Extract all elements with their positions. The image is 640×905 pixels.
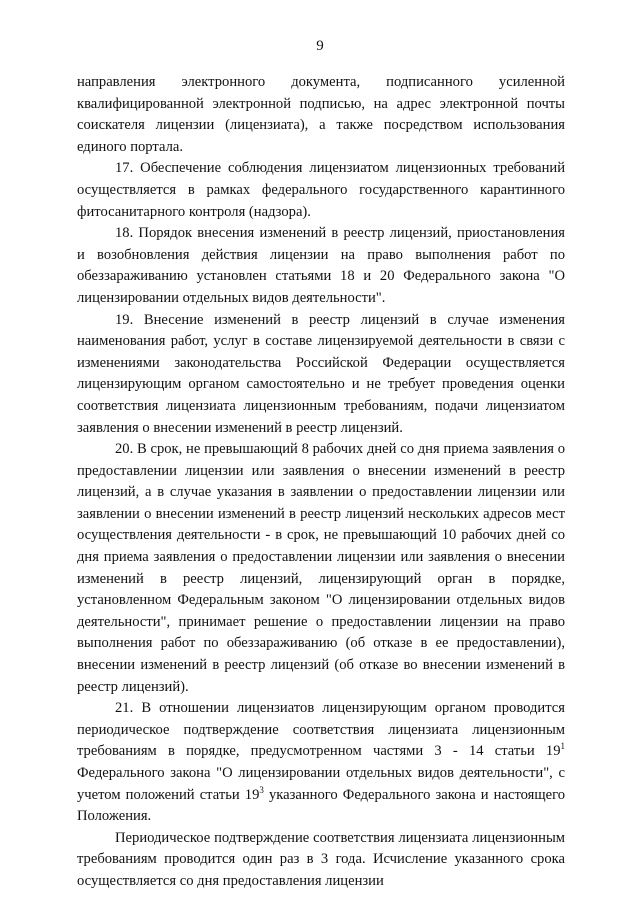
paragraph-18: 18. Порядок внесения изменений в реестр лицензий, приостановления и возобновления действия лицензии на право выполнения работ по обеззараживанию установлен статьями 18 и 20 Федерального закона "О лицензировании отдельных видов деятельности". — [77, 225, 565, 306]
page-number: 9 — [316, 38, 324, 54]
paragraph-21 — [77, 698, 565, 828]
paragraph-21-text-c: указанного Федерального закона и настоящего Положения. — [77, 786, 565, 825]
paragraph-21-text-a: 21. В отношении лицензиатов лицензирующим органом проводится периодическое подтверждение соответствия лицензиата лицензионным требованиям в порядке, предусмотренном частями 3 - 14 статьи 19 — [77, 700, 565, 760]
paragraph-19: 19. Внесение изменений в реестр лицензий в случае изменения наименования работ, услуг в составе лицензируемой деятельности в связи с изменениями законодательства Российской Федерации осуществляется лицензирующим органом самостоятельно и не требует проведения оценки соответствия лицензиата лицензионным требованиям, подачи лицензиатом заявления о внесении изменений в реестр лицензий. — [77, 311, 565, 436]
paragraph-17: 17. Обеспечение соблюдения лицензиатом лицензионных требований осуществляется в рамках федерального государственного карантинного фитосанитарного контроля (надзора). — [77, 160, 565, 220]
paragraph-21-text-b: Федерального закона "О лицензировании отдельных видов деятельности", с учетом положений статьи 19 — [77, 765, 565, 803]
paragraph-20: 20. В срок, не превышающий 8 рабочих дней со дня приема заявления о предоставлении лицензии или заявления о внесении изменений в реестр лицензий, а в случае указания в заявлении о предоставлении лицензии или заявлении о внесении изменений в реестр лицензий нескольких адресов мест осуществления деятельности - в срок, не превышающий 10 рабочих дней со дня приема заявления о предоставлении лицензии или заявления о внесении изменений в реестр лицензий, лицензирующий орган в порядке, установленном Федеральным законом "О лицензировании отдельных видов деятельности", принимает решение о предоставлении лицензии на право выполнения работ по обеззараживанию (об отказе в ее предоставлении), внесении изменений в реестр лицензий (об отказе во внесении изменений в реестр лицензий). — [77, 441, 565, 695]
superscript-3: 3 — [259, 784, 264, 795]
paragraph-periodic-confirmation: Периодическое подтверждение соответствия лицензиата лицензионным требованиям проводится один раз в 3 года. Исчисление указанного срока осуществляется со дня предоставления лицензии — [77, 829, 565, 889]
paragraph: направления электронного документа, подписанного усиленной квалифицированной электронной подписью, на адрес электронной почты соискателя лицензии (лицензиата), а также посредством использования единого портала. — [77, 74, 565, 155]
document-body — [77, 72, 565, 893]
superscript-1: 1 — [560, 741, 565, 752]
